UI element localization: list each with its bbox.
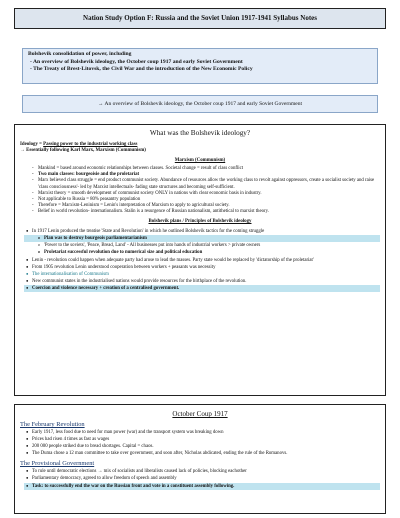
plans-heading: Bolshevik plans / Principles of Bolshevik ideology (148, 219, 252, 225)
marxism-heading: Marxism (Communism) (174, 158, 226, 164)
provisional-government-heading: The Provisional Government (20, 460, 95, 468)
marxism-point: - Not applicable to Russia = 80% peasantry population (28, 197, 380, 203)
syllabus-summary (22, 48, 378, 84)
marxism-point: - Marxist theory = smooth development of communist society ONLY in nations with clear economic basis in industry. (28, 191, 380, 197)
ideology-marx-line: → Essentially following Karl Marx, Marxism (Communism) (20, 148, 146, 154)
topic-bar: → An overview of Bolshevik ideology, the October coup 1917 and early Soviet Government (22, 95, 378, 113)
february-revolution-heading: The February Revolution (20, 421, 85, 428)
february-point: ● Prices had risen 4 times as fast as wages (24, 436, 380, 443)
ideology-prefix: Ideology = (20, 142, 44, 147)
provisional-point: ● To rule until democratic elections → mix of socialists and liberalists caused lack of policies, blocking eachother (24, 468, 380, 475)
plan-item: ● The internationalisation of Communism (24, 271, 380, 278)
marxism-point: - Belief in world revolution- internationalism. Stalin is a resurgence of Russian nationalism, antithetical to marxist theory. (28, 209, 380, 215)
february-point: ● Early 1917, less food due to need for man power (war) and the transport system was breaking down (24, 429, 380, 436)
summary-heading: Bolshevik consolidation of power, including (28, 51, 132, 57)
marxism-point: - Two main classes: bourgeoisie and the proletariat (28, 172, 380, 178)
summary-item: - An overview of Bolshevik ideology, the October coup 1917 and early Soviet Government (28, 59, 372, 67)
ideology-section (14, 124, 386, 396)
february-point: ● The Duma chose a 12 man committee to take over government, and soon after, Nicholas abdicated, ending the rule of the Romanovs. (24, 450, 380, 457)
plan-subitem: o Plan was to destroy bourgeois parliamentarianism (24, 235, 380, 242)
marxism-points (20, 166, 380, 215)
ideology-underlined: Passing power to the industrial working class (43, 142, 138, 147)
plan-subitem: o Proletariat successful revolution due to numerical size and political education (24, 249, 380, 256)
plans-list (20, 228, 380, 292)
provisional-point: ● Task: to successfully end the war on the Russian front and vote in a constituent assembly following. (24, 483, 380, 490)
marxism-point: - Marx believed class struggle = end product communist society. Abundance of resources allow the working class to revolt against oppressors, create a socialist society and raise 'class consciousness'- led by Marxist intellectuals- fading state structures and becoming self-sufficient. (28, 178, 380, 190)
marxism-point: - Mankind = based around economic relationships between classes. Societal change = result of class conflict (28, 166, 380, 172)
summary-item: - The Treaty of Brest-Litovsk, the Civil War and the introduction of the New Economic Policy (28, 66, 372, 74)
provisional-point: ● Parliamentary democracy, agreed to allow freedom of speech and assembly (24, 475, 380, 482)
february-points (20, 429, 380, 457)
plan-item: ● New communist states in the industrialised nations would provide resources for the birthplace of the revolution. (24, 278, 380, 285)
february-point: ● 200 000 people striked due to bread shortages. Capital = chaos. (24, 443, 380, 450)
coup-title: October Coup 1917 (172, 410, 228, 418)
marxism-point: - Therefore = Marxism-Leninism = Lenin's interpretation of Marxism to apply to agricultural society. (28, 203, 380, 209)
plan-item: ● In 1917 Lenin produced the treatise 'State and Revolution' in which he outlined Bolshevik tactics for the coming struggle (24, 228, 380, 235)
ideology-title: What was the Bolshevik ideology? (149, 129, 251, 137)
plan-subitem: o 'Power to the soviets', 'Peace, Bread, Land' - All businesses put into hands of industrial workers > private owners (24, 242, 380, 249)
plan-item: ● Lenin - revolution could happen when adequate party had arose to lead the masses. Party state would be replaced by 'dictatorship of the proletariat' (24, 257, 380, 264)
october-coup-section (14, 404, 386, 514)
plan-item: ● Coercion and violence necessary + creation of a centralised government. (24, 285, 380, 292)
provisional-points (20, 468, 380, 489)
document-title: Nation Study Option F: Russia and the Soviet Union 1917-1941 Syllabus Notes (14, 8, 386, 29)
plan-item: ● From 1905 revolution Lenin understood cooperation between workers + peasants was necessity (24, 264, 380, 271)
summary-list (28, 59, 372, 74)
